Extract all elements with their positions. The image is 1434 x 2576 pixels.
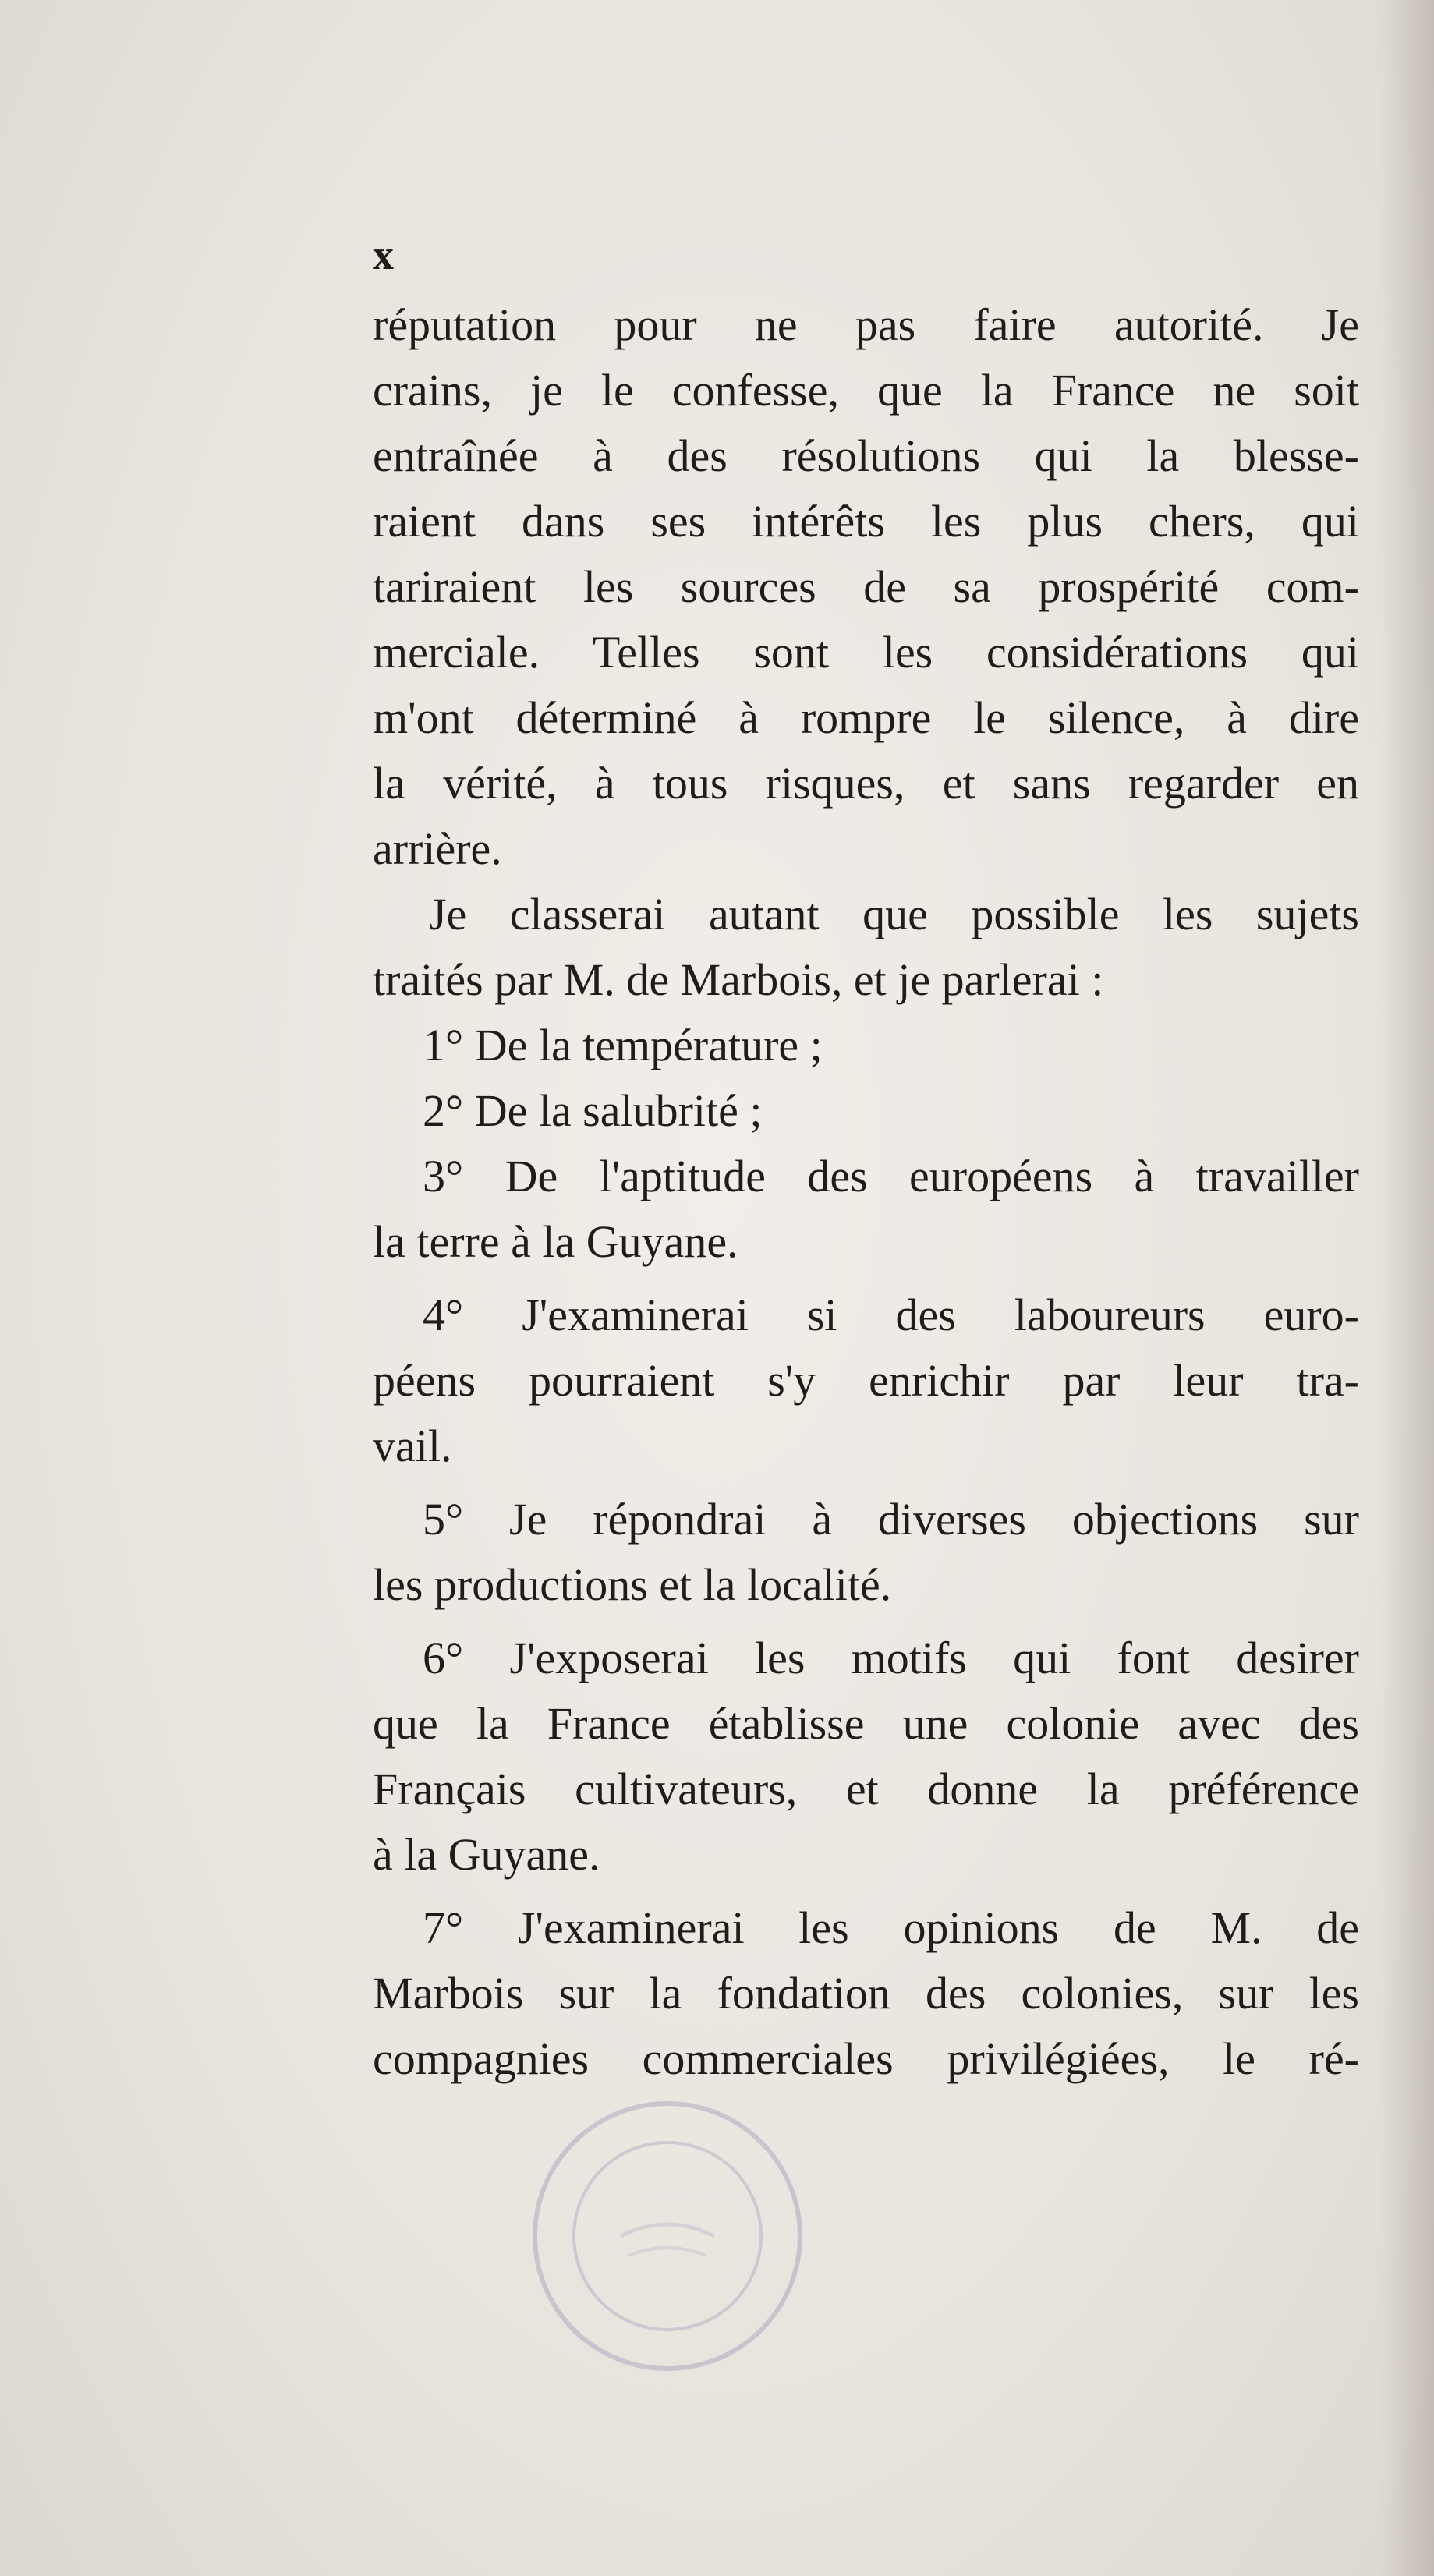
text-line: les productions et la localité. — [373, 1559, 892, 1610]
text-line: crains, je le confesse, que la France ne soit — [373, 365, 1359, 416]
text-line: raient dans ses intérêts les plus chers, qui — [373, 496, 1359, 547]
page-number: x — [373, 232, 395, 278]
text-line: compagnies commerciales privilégiées, le ré- — [373, 2033, 1359, 2084]
text-line: Je classerai autant que possible les sujets — [429, 889, 1359, 939]
list-item: 7° J'examinerai les opinions de M. de — [423, 1902, 1359, 1953]
text-line: que la France établisse une colonie avec des — [373, 1698, 1359, 1749]
list-item: 5° Je répondrai à diverses objections sur — [423, 1494, 1359, 1545]
page-shadow-edge — [1379, 0, 1434, 2576]
list-item: 2° De la salubrité ; — [423, 1085, 763, 1136]
text-line: Marbois sur la fondation des colonies, sur les — [373, 1968, 1359, 2019]
text-line: la vérité, à tous risques, et sans regarder en — [373, 758, 1359, 809]
text-line: vail. — [373, 1421, 452, 1471]
text-line: m'ont déterminé à rompre le silence, à dire — [373, 692, 1359, 743]
text-line: à la Guyane. — [373, 1829, 600, 1880]
text-line: la terre à la Guyane. — [373, 1216, 738, 1267]
list-item: 6° J'exposerai les motifs qui font desirer — [423, 1633, 1359, 1683]
text-line: tariraient les sources de sa prospérité com- — [373, 561, 1359, 612]
text-line: merciale. Telles sont les considérations qui — [373, 627, 1359, 678]
list-item: 3° De l'aptitude des européens à travailler — [423, 1151, 1359, 1201]
text-line: Français cultivateurs, et donne la préférence — [373, 1764, 1359, 1814]
library-stamp-icon — [527, 2096, 808, 2376]
text-line: entraînée à des résolutions qui la blesse- — [373, 430, 1359, 481]
list-item: 1° De la température ; — [423, 1020, 823, 1070]
text-line: péens pourraient s'y enrichir par leur tra- — [373, 1355, 1359, 1406]
text-line: réputation pour ne pas faire autorité. Je — [373, 299, 1359, 350]
body-text — [373, 292, 1359, 2092]
text-line: traités par M. de Marbois, et je parlerai : — [373, 954, 1104, 1005]
list-item: 4° J'examinerai si des laboureurs euro- — [423, 1290, 1359, 1340]
text-line: arrière. — [373, 823, 502, 874]
